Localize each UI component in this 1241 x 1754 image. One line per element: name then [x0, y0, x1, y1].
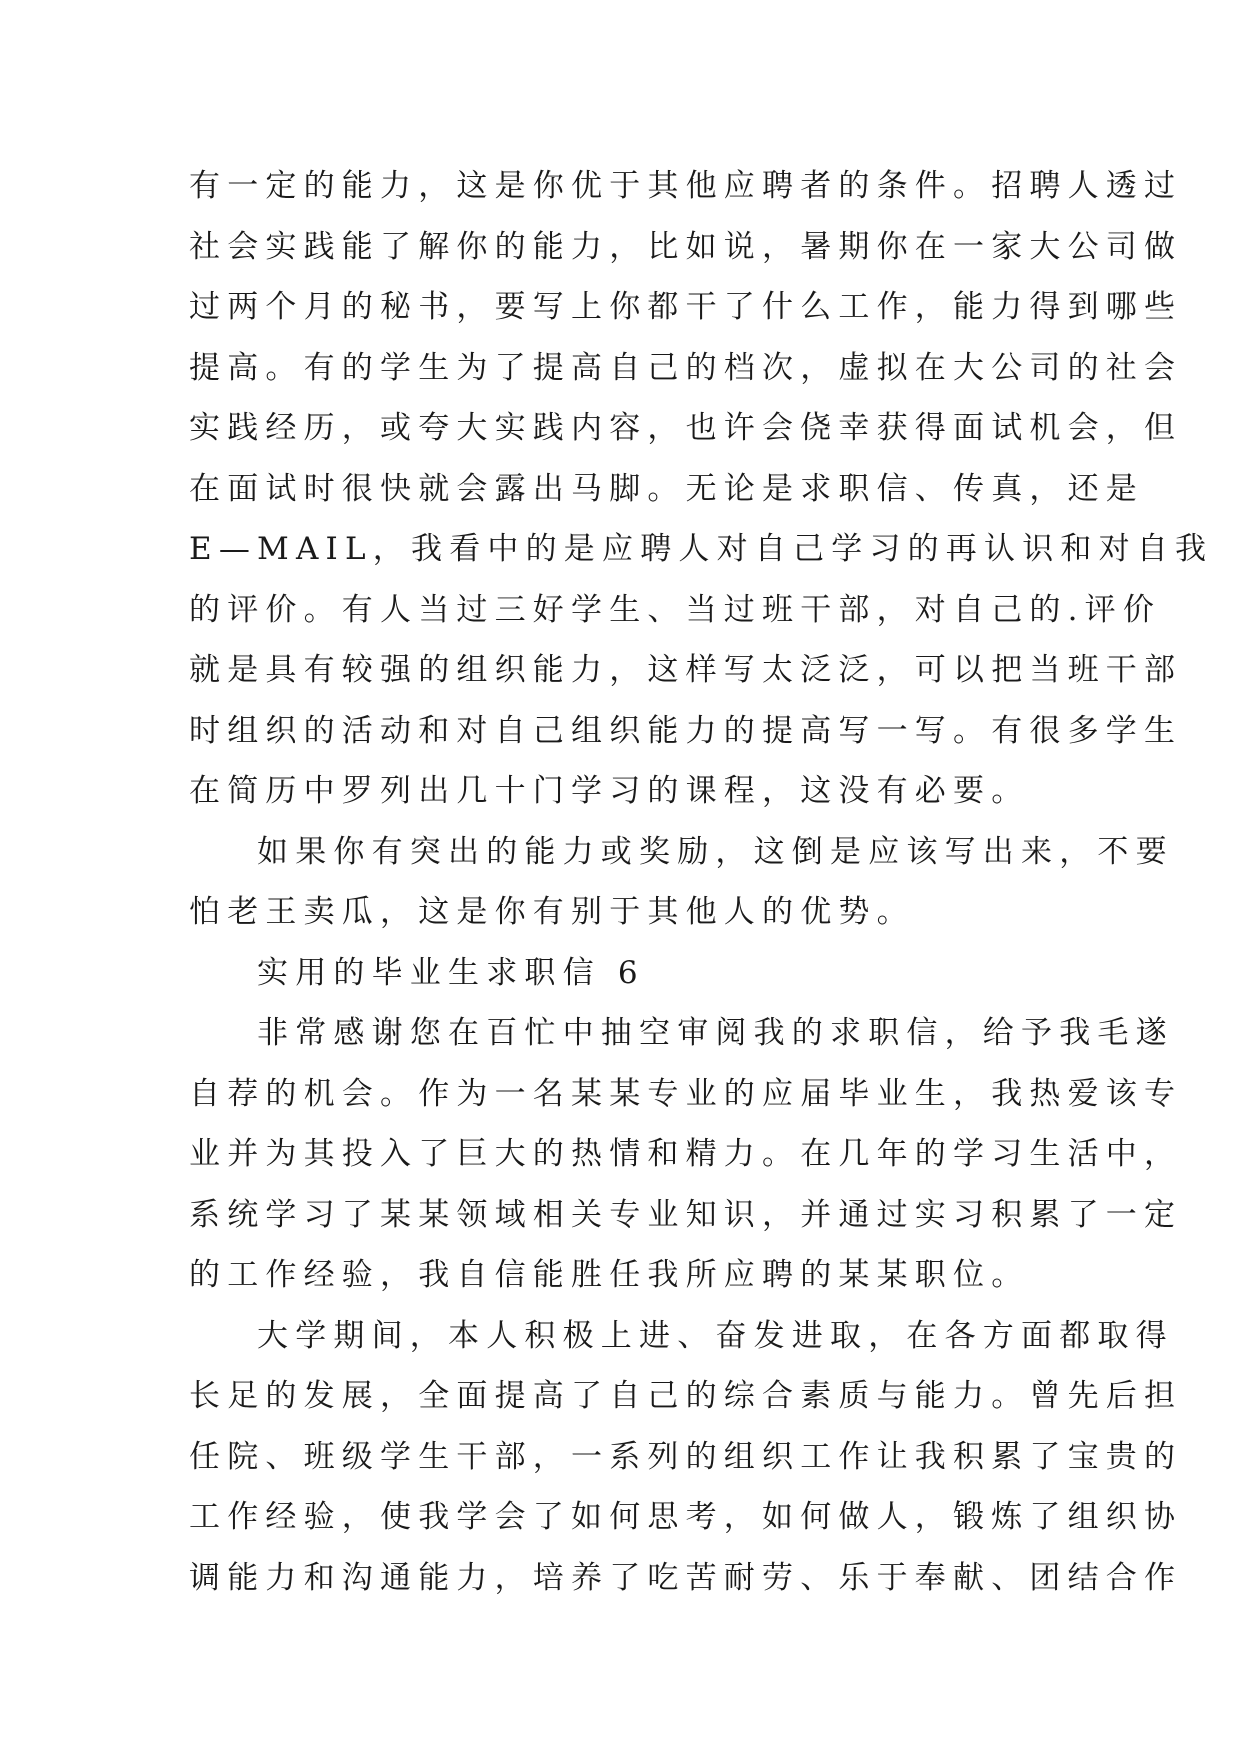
text-line: 就是具有较强的组织能力，这样写太泛泛，可以把当班干部 — [189, 652, 1183, 688]
body-text — [189, 156, 1214, 1608]
text-line: 提高。有的学生为了提高自己的档次，虚拟在大公司的社会 — [189, 349, 1183, 386]
text-line: 的工作经验，我自信能胜任我所应聘的某某职位。 — [189, 1257, 1030, 1293]
text-line: 过两个月的秘书，要写上你都干了什么工作，能力得到哪些 — [189, 289, 1183, 325]
text-line: 业并为其投入了巨大的热情和精力。在几年的学习生活中， — [189, 1136, 1183, 1172]
text-line: 在简历中罗列出几十门学习的课程，这没有必要。 — [189, 773, 1030, 809]
text-line: 系统学习了某某领域相关专业知识，并通过实习积累了一定 — [189, 1196, 1183, 1233]
text-line: 实践经历，或夸大实践内容，也许会侥幸获得面试机会，但 — [189, 410, 1183, 446]
text-line: 有一定的能力，这是你优于其他应聘者的条件。招聘人透过 — [189, 168, 1183, 204]
section-heading: 实用的毕业生求职信 6 — [257, 954, 645, 991]
text-line: 自荐的机会。作为一名某某专业的应届毕业生，我热爱该专 — [189, 1075, 1183, 1112]
text-line: 社会实践能了解你的能力，比如说，暑期你在一家大公司做 — [189, 228, 1183, 265]
text-line: 长足的发展，全面提高了自己的综合素质与能力。曾先后担 — [189, 1378, 1183, 1414]
paragraph-first-line: 非常感谢您在百忙中抽空审阅我的求职信，给予我毛遂 — [257, 1015, 1174, 1051]
paragraph-first-line: 如果你有突出的能力或奖励，这倒是应该写出来，不要 — [257, 833, 1174, 870]
text-line: 时组织的活动和对自己组织能力的提高写一写。有很多学生 — [189, 712, 1183, 749]
text-line: 怕老王卖瓜，这是你有别于其他人的优势。 — [189, 894, 915, 930]
text-line: 调能力和沟通能力，培养了吃苦耐劳、乐于奉献、团结合作 — [189, 1559, 1183, 1596]
text-line: 工作经验，使我学会了如何思考，如何做人，锻炼了组织协 — [189, 1499, 1183, 1535]
text-line: 任院、班级学生干部，一系列的组织工作让我积累了宝贵的 — [189, 1438, 1183, 1475]
text-line: 的评价。有人当过三好学生、当过班干部，对自己的.评价 — [189, 591, 1162, 628]
paragraph-first-line: 大学期间，本人积极上进、奋发进取，在各方面都取得 — [257, 1317, 1174, 1354]
text-line: E—MAIL，我看中的是应聘人对自己学习的再认识和对自我 — [189, 531, 1214, 567]
text-line: 在面试时很快就会露出马脚。无论是求职信、传真，还是 — [189, 470, 1144, 507]
